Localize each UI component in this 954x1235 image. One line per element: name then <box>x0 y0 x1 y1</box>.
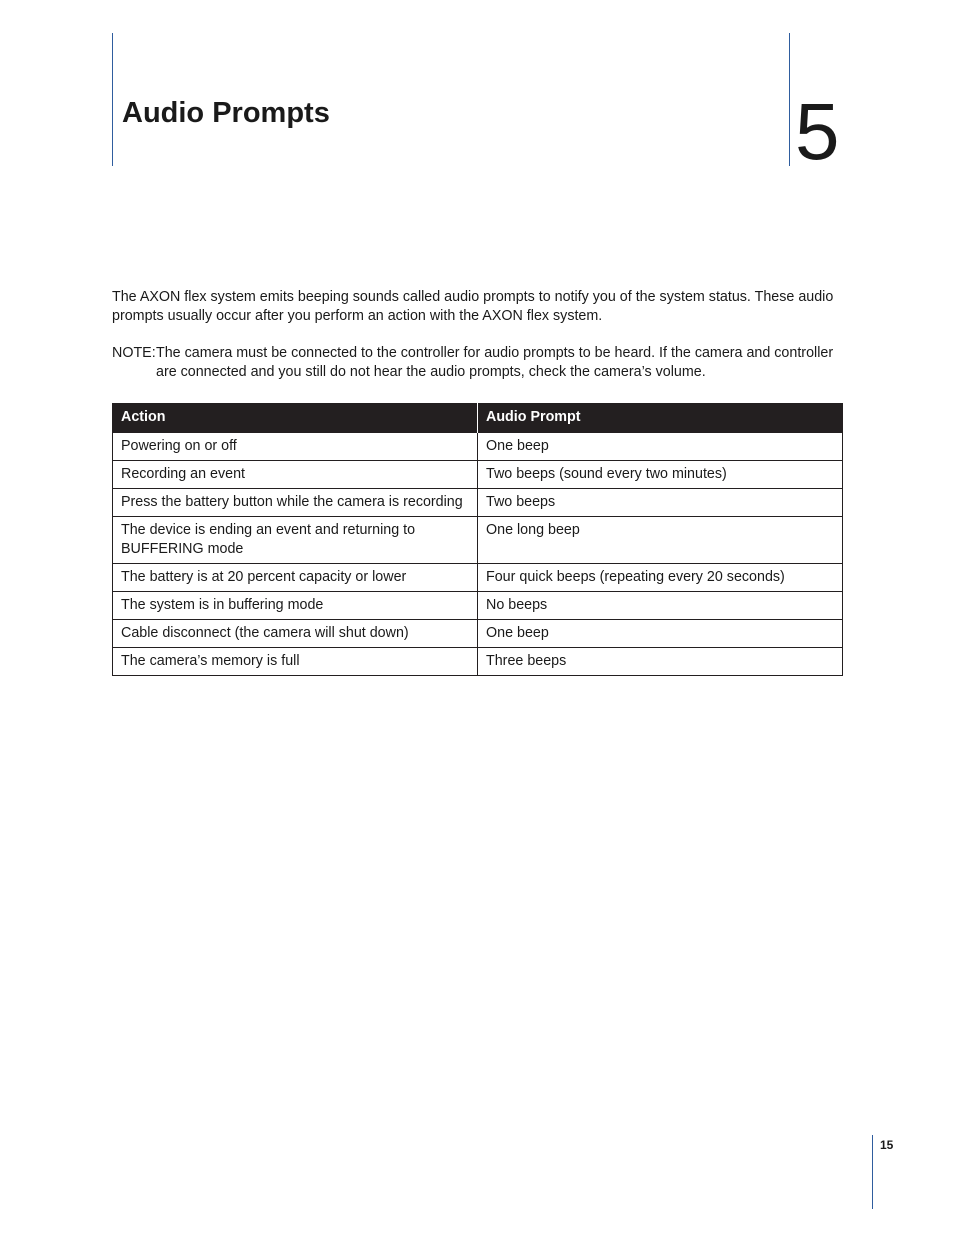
intro-paragraph: The AXON flex system emits beeping sounds called audio prompts to notify you of the system status. These audio prompts usually occur after you perform an action with the AXON flex system. <box>112 289 834 324</box>
action-cell: The battery is at 20 percent capacity or lower <box>113 563 478 591</box>
action-cell: Powering on or off <box>113 432 478 460</box>
audio-prompt-cell: One beep <box>478 619 843 647</box>
column-header-audio-prompt: Audio Prompt <box>478 403 843 432</box>
audio-prompt-cell: Two beeps <box>478 488 843 516</box>
column-header-action: Action <box>113 403 478 432</box>
table-row <box>113 591 843 619</box>
table-row <box>113 432 843 460</box>
note-block <box>112 344 847 382</box>
audio-prompt-cell: One beep <box>478 432 843 460</box>
header-left-rule <box>112 33 113 166</box>
note-text: The camera must be connected to the controller for audio prompts to be heard. If the camera and controller are connected and you still do not hear the audio prompts, check the camera’s volume. <box>156 345 834 380</box>
table-row <box>113 563 843 591</box>
chapter-title: Audio Prompts <box>122 97 330 129</box>
audio-prompts-table <box>112 403 843 676</box>
footer-rule <box>872 1135 873 1209</box>
page-number: 15 <box>880 1138 894 1152</box>
action-cell: The system is in buffering mode <box>113 591 478 619</box>
action-cell: The camera’s memory is full <box>113 647 478 675</box>
table-row <box>113 516 843 563</box>
audio-prompt-cell: No beeps <box>478 591 843 619</box>
table-row <box>113 488 843 516</box>
audio-prompt-cell: Two beeps (sound every two minutes) <box>478 460 843 488</box>
table-header-row <box>113 403 843 432</box>
table-row <box>113 460 843 488</box>
action-cell: Cable disconnect (the camera will shut down) <box>113 619 478 647</box>
chapter-number: 5 <box>795 87 840 176</box>
table-row <box>113 647 843 675</box>
table-row <box>113 619 843 647</box>
action-cell: The device is ending an event and returning to BUFFERING mode <box>113 516 478 563</box>
note-label: NOTE: <box>112 345 156 361</box>
audio-prompt-cell: Three beeps <box>478 647 843 675</box>
audio-prompt-cell: Four quick beeps (repeating every 20 seconds) <box>478 563 843 591</box>
audio-prompt-cell: One long beep <box>478 516 843 563</box>
header-right-rule <box>789 33 790 166</box>
action-cell: Press the battery button while the camera is recording <box>113 488 478 516</box>
action-cell: Recording an event <box>113 460 478 488</box>
